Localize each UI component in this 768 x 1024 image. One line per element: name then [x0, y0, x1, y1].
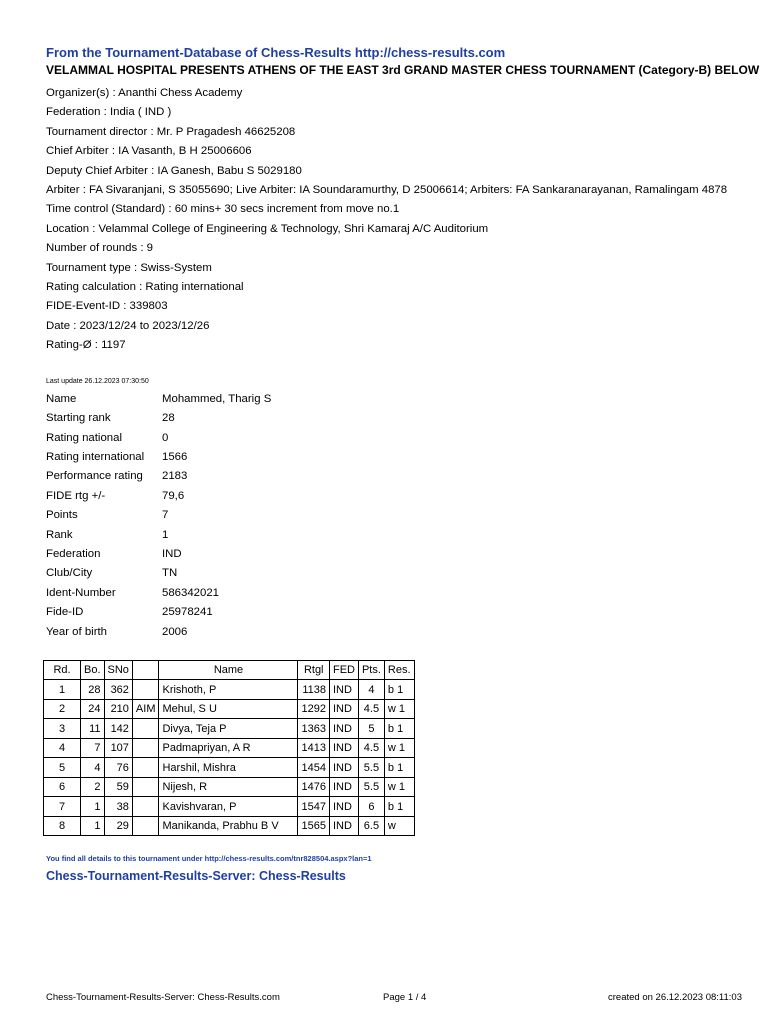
- player-detail-label: FIDE rtg +/-: [46, 489, 106, 502]
- cell-points: 4.5: [358, 738, 384, 758]
- tournament-info-list: [46, 84, 746, 356]
- info-line: Date : 2023/12/24 to 2023/12/26: [46, 319, 210, 332]
- player-detail-label: Starting rank: [46, 412, 111, 425]
- tournament-details-link-text: You find all details to this tournament under http://chess-results.com/tnr828504.aspx?lan=1: [46, 854, 372, 864]
- player-detail-value: 7: [162, 509, 169, 522]
- cell-result: w: [384, 816, 414, 836]
- source-title: From the Tournament-Database of Chess-Results http://chess-results.com: [46, 45, 506, 60]
- player-detail-value: 79,6: [162, 489, 185, 502]
- player-detail-value: 2183: [162, 470, 188, 483]
- cell-points: 4.5: [358, 699, 384, 719]
- player-detail-row: [46, 623, 271, 642]
- footer-left: Chess-Tournament-Results-Server: Chess-Results.com: [46, 992, 280, 1003]
- info-line: Tournament type : Swiss-System: [46, 261, 212, 274]
- cell-title: [132, 680, 159, 700]
- info-line: Rating calculation : Rating international: [46, 281, 244, 294]
- cell-round: 7: [44, 797, 81, 817]
- player-detail-label: Rating national: [46, 431, 122, 444]
- cell-federation: IND: [329, 777, 358, 797]
- player-detail-row: [46, 409, 271, 428]
- player-detail-label: Fide-ID: [46, 606, 84, 619]
- table-row: [44, 738, 415, 758]
- cell-board: 11: [81, 719, 105, 739]
- info-line: Time control (Standard) : 60 mins+ 30 secs increment from move no.1: [46, 203, 400, 216]
- player-detail-label: Performance rating: [46, 470, 143, 483]
- player-detail-value: 0: [162, 431, 169, 444]
- cell-rating: 1138: [298, 680, 329, 700]
- info-line: Deputy Chief Arbiter : IA Ganesh, Babu S 5029180: [46, 164, 302, 177]
- info-line: Tournament director : Mr. P Pragadesh 46625208: [46, 125, 296, 138]
- cell-opponent-name: Mehul, S U: [159, 699, 298, 719]
- cell-start-no: 210: [104, 699, 132, 719]
- footer-created-date: created on 26.12.2023 08:11:03: [608, 992, 742, 1003]
- table-row: [44, 719, 415, 739]
- cell-rating: 1547: [298, 797, 329, 817]
- cell-start-no: 59: [104, 777, 132, 797]
- cell-federation: IND: [329, 758, 358, 778]
- cell-board: 7: [81, 738, 105, 758]
- header-points: Pts.: [358, 660, 384, 680]
- header-title: [132, 660, 159, 680]
- header-board: Bo.: [81, 660, 105, 680]
- cell-result: w 1: [384, 738, 414, 758]
- cell-board: 28: [81, 680, 105, 700]
- cell-points: 4: [358, 680, 384, 700]
- player-details-table: [46, 390, 271, 642]
- cell-board: 24: [81, 699, 105, 719]
- header-federation: FED: [329, 660, 358, 680]
- player-detail-row: [46, 448, 271, 467]
- cell-start-no: 38: [104, 797, 132, 817]
- player-detail-value: 586342021: [162, 586, 220, 599]
- cell-result: w 1: [384, 777, 414, 797]
- player-detail-value: IND: [162, 547, 182, 560]
- player-detail-row: [46, 564, 271, 583]
- cell-title: [132, 816, 159, 836]
- cell-board: 2: [81, 777, 105, 797]
- table-row: [44, 758, 415, 778]
- cell-opponent-name: Nijesh, R: [159, 777, 298, 797]
- cell-rating: 1565: [298, 816, 329, 836]
- info-line: Federation : India ( IND ): [46, 106, 172, 119]
- cell-title: [132, 777, 159, 797]
- cell-points: 5: [358, 719, 384, 739]
- info-line: Number of rounds : 9: [46, 242, 153, 255]
- player-detail-label: Points: [46, 509, 78, 522]
- player-detail-value: 25978241: [162, 606, 213, 619]
- player-detail-row: [46, 487, 271, 506]
- cell-opponent-name: Krishoth, P: [159, 680, 298, 700]
- cell-opponent-name: Divya, Teja P: [159, 719, 298, 739]
- player-detail-row: [46, 506, 271, 525]
- header-round: Rd.: [44, 660, 81, 680]
- player-detail-label: Rank: [46, 528, 73, 541]
- info-line: Arbiter : FA Sivaranjani, S 35055690; Live Arbiter: IA Soundaramurthy, D 25006614; Arbiters: FA Sankaranarayanan, Ramalingam 4878: [46, 184, 728, 197]
- player-detail-row: [46, 545, 271, 564]
- cell-title: [132, 797, 159, 817]
- player-detail-row: [46, 467, 271, 486]
- table-row: [44, 699, 415, 719]
- results-header-row: [44, 660, 415, 680]
- cell-rating: 1363: [298, 719, 329, 739]
- cell-title: [132, 738, 159, 758]
- cell-start-no: 76: [104, 758, 132, 778]
- info-line: Location : Velammal College of Engineering & Technology, Shri Kamaraj A/C Auditorium: [46, 222, 489, 235]
- cell-start-no: 142: [104, 719, 132, 739]
- cell-round: 4: [44, 738, 81, 758]
- table-row: [44, 816, 415, 836]
- player-detail-label: Name: [46, 392, 77, 405]
- cell-federation: IND: [329, 699, 358, 719]
- player-detail-value: 1566: [162, 450, 188, 463]
- header-result: Res.: [384, 660, 414, 680]
- player-detail-row: [46, 390, 271, 409]
- cell-rating: 1454: [298, 758, 329, 778]
- table-row: [44, 680, 415, 700]
- cell-federation: IND: [329, 680, 358, 700]
- player-detail-row: [46, 584, 271, 603]
- last-update-text: Last update 26.12.2023 07:30:50: [46, 377, 149, 385]
- cell-start-no: 29: [104, 816, 132, 836]
- cell-round: 1: [44, 680, 81, 700]
- cell-round: 8: [44, 816, 81, 836]
- results-table: [43, 660, 415, 837]
- cell-round: 2: [44, 699, 81, 719]
- player-detail-row: [46, 429, 271, 448]
- cell-points: 6.5: [358, 816, 384, 836]
- player-detail-label: Ident-Number: [46, 586, 116, 599]
- cell-result: b 1: [384, 680, 414, 700]
- cell-result: w 1: [384, 699, 414, 719]
- player-detail-label: Year of birth: [46, 625, 108, 638]
- document-page: [46, 44, 760, 884]
- cell-points: 5.5: [358, 777, 384, 797]
- cell-federation: IND: [329, 738, 358, 758]
- info-line: Rating-Ø : 1197: [46, 339, 126, 352]
- cell-opponent-name: Padmapriyan, A R: [159, 738, 298, 758]
- cell-rating: 1476: [298, 777, 329, 797]
- player-detail-value: 2006: [162, 625, 188, 638]
- cell-title: [132, 758, 159, 778]
- cell-title: [132, 719, 159, 739]
- cell-start-no: 362: [104, 680, 132, 700]
- cell-points: 5.5: [358, 758, 384, 778]
- cell-rating: 1292: [298, 699, 329, 719]
- cell-round: 5: [44, 758, 81, 778]
- cell-points: 6: [358, 797, 384, 817]
- cell-opponent-name: Harshil, Mishra: [159, 758, 298, 778]
- player-detail-row: [46, 526, 271, 545]
- player-detail-value: Mohammed, Tharig S: [162, 392, 272, 405]
- cell-opponent-name: Kavishvaran, P: [159, 797, 298, 817]
- player-detail-label: Club/City: [46, 567, 93, 580]
- player-detail-value: TN: [162, 567, 178, 580]
- table-row: [44, 777, 415, 797]
- cell-rating: 1413: [298, 738, 329, 758]
- cell-opponent-name: Manikanda, Prabhu B V: [159, 816, 298, 836]
- tournament-title: VELAMMAL HOSPITAL PRESENTS ATHENS OF THE EAST 3rd GRAND MASTER CHESS TOURNAMENT (Category-B) BELOW: [46, 63, 760, 77]
- cell-federation: IND: [329, 797, 358, 817]
- info-line: Chief Arbiter : IA Vasanth, B H 25006606: [46, 145, 252, 158]
- player-detail-label: Rating international: [46, 450, 145, 463]
- player-detail-value: 1: [162, 528, 169, 541]
- cell-result: b 1: [384, 719, 414, 739]
- cell-board: 1: [81, 797, 105, 817]
- cell-federation: IND: [329, 719, 358, 739]
- player-detail-row: [46, 603, 271, 622]
- cell-federation: IND: [329, 816, 358, 836]
- player-detail-label: Federation: [46, 547, 101, 560]
- cell-board: 1: [81, 816, 105, 836]
- cell-result: b 1: [384, 758, 414, 778]
- table-row: [44, 797, 415, 817]
- footer-page-number: Page 1 / 4: [383, 992, 427, 1003]
- cell-board: 4: [81, 758, 105, 778]
- header-opponent-name: Name: [159, 660, 298, 680]
- info-line: FIDE-Event-ID : 339803: [46, 300, 168, 313]
- cell-round: 3: [44, 719, 81, 739]
- cell-round: 6: [44, 777, 81, 797]
- server-title: Chess-Tournament-Results-Server: Chess-Results: [46, 869, 346, 884]
- cell-start-no: 107: [104, 738, 132, 758]
- cell-result: b 1: [384, 797, 414, 817]
- cell-title: AIM: [132, 699, 159, 719]
- info-line: Organizer(s) : Ananthi Chess Academy: [46, 87, 243, 99]
- player-detail-value: 28: [162, 412, 175, 425]
- header-rating: Rtgl: [298, 660, 329, 680]
- header-start-no: SNo: [104, 660, 132, 680]
